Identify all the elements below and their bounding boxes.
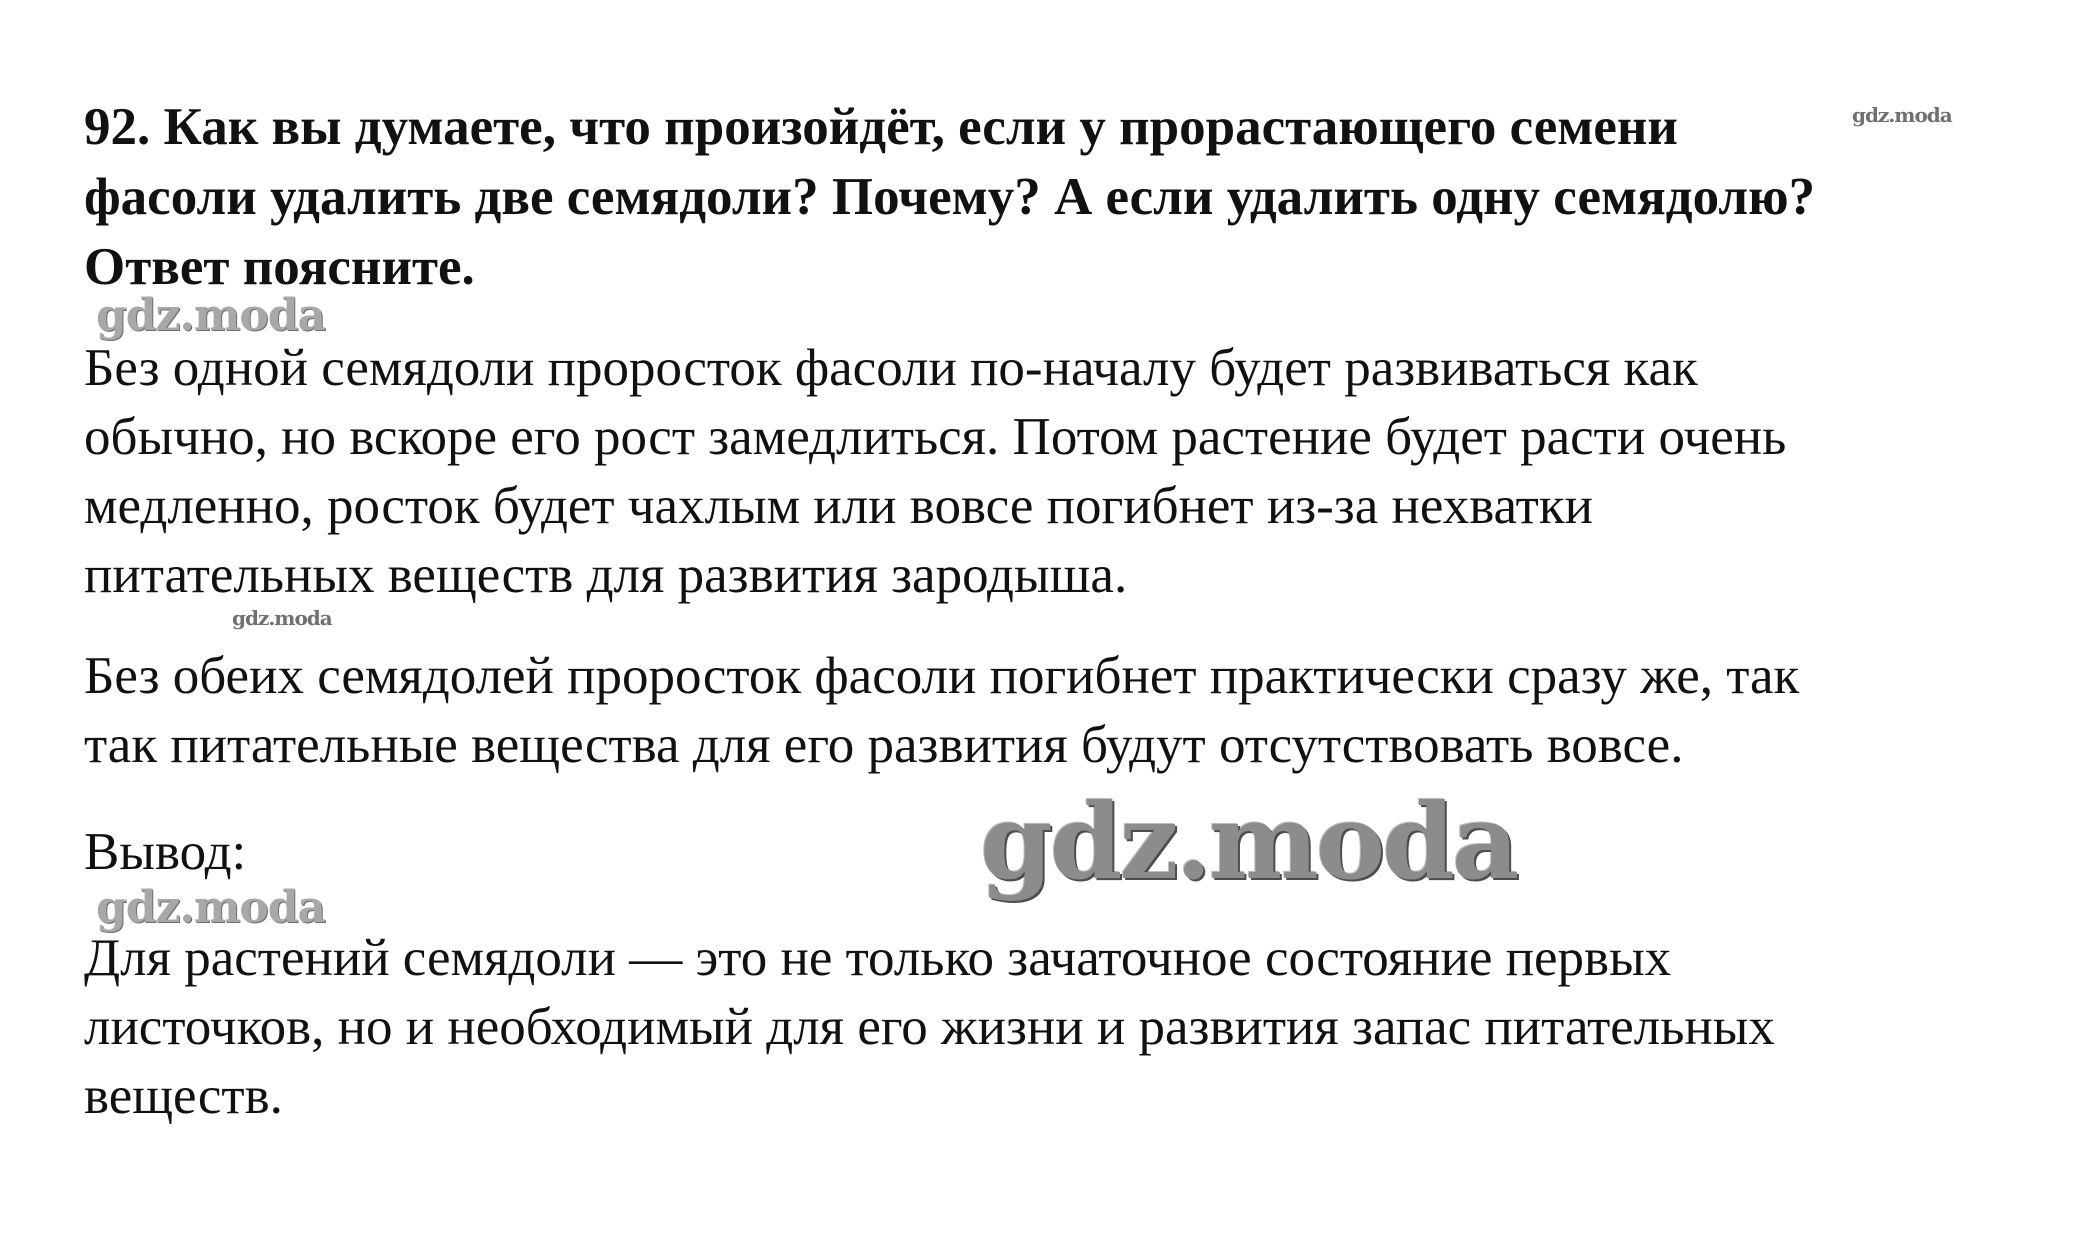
question-text: 92. Как вы думаете, что произойдёт, если у прорастающего семени фасоли удалить две семядоли? Почему? А если удалить одну семядолю? Ответ поясните. xyxy=(84,98,1816,296)
watermark-small-top: gdz.moda xyxy=(1852,103,1952,127)
conclusion-label: Вывод: xyxy=(84,823,247,881)
answer-paragraph-two: Без обеих семядолей проросток фасоли погибнет практически сразу же, так так питательные вещества для его развития будут отсутствовать вовсе. xyxy=(84,647,1800,774)
watermark-large-center: gdz.moda xyxy=(980,780,1517,903)
watermark-medium-lower: gdz.moda xyxy=(96,882,326,933)
watermark-small-middle: gdz.moda xyxy=(232,606,332,630)
watermark-medium-upper: gdz.moda xyxy=(96,290,326,341)
answer-paragraph-one: Без одной семядоли проросток фасоли по-началу будет развиваться как обычно, но вскоре его рост замедлиться. Потом растение будет расти очень медленно, росток будет чахлым или вовсе погибнет из-за нехватки питательных веществ для развития зародыша. xyxy=(84,339,1787,604)
conclusion-paragraph: Для растений семядоли — это не только зачаточное состояние первых листочков, но и необходимый для его жизни и развития запас питательных веществ. xyxy=(84,929,1775,1125)
